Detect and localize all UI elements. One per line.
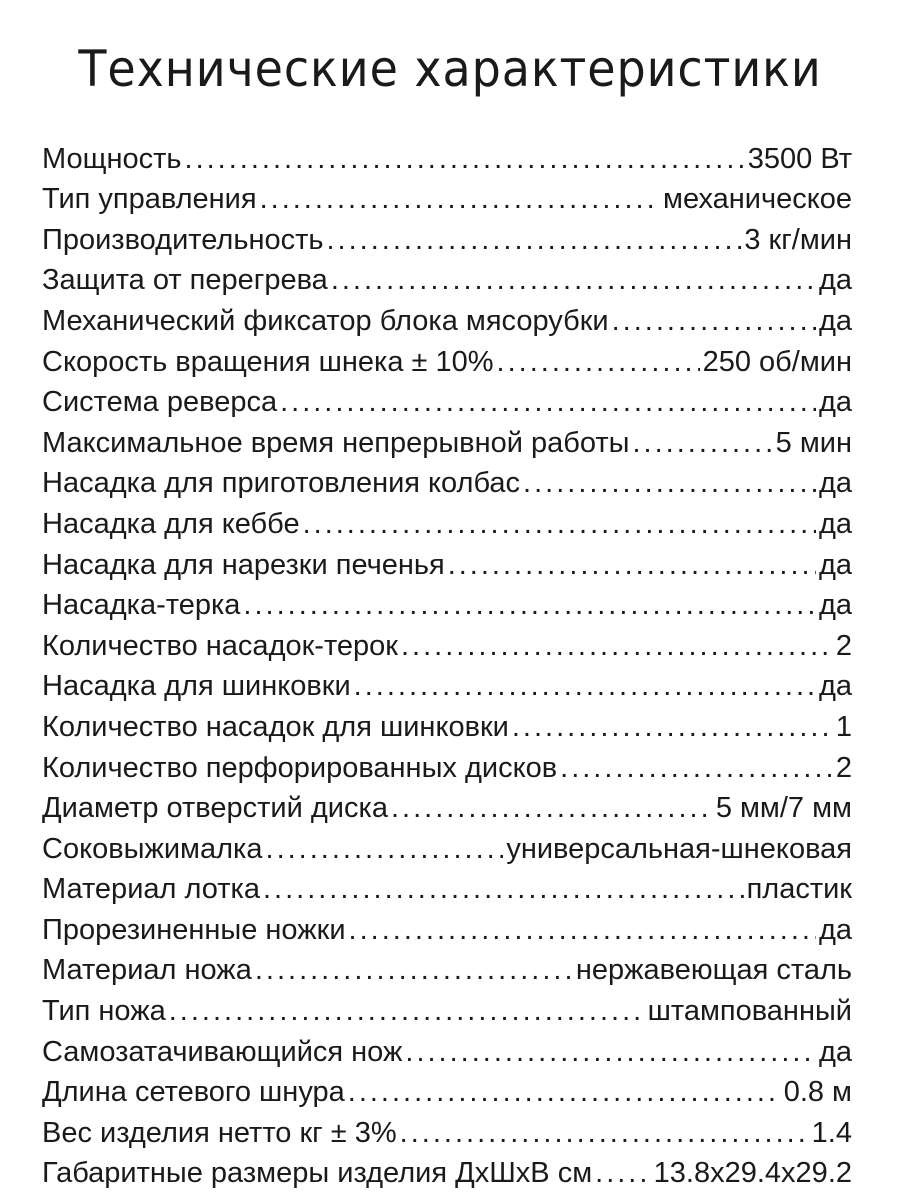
spec-label: Максимальное время непрерывной работы [42,426,630,459]
spec-row [42,704,852,745]
spec-row [42,988,852,1029]
dot-leader [349,912,816,948]
spec-row [42,623,852,664]
dot-leader [401,628,833,664]
spec-row [42,664,852,705]
dot-leader [303,506,816,542]
dot-leader [185,141,745,177]
dot-leader [280,384,816,420]
spec-value: 250 об/мин [702,345,852,378]
spec-row [42,339,852,380]
spec-label: Насадка для нарезки печенья [42,548,445,581]
spec-list [42,136,852,1191]
spec-value: 5 мин [775,426,852,459]
spec-label: Материал ножа [42,954,252,987]
spec-label: Насадка для кеббе [42,507,300,540]
spec-value: да [818,589,852,622]
spec-value: 1 [835,710,852,743]
dot-leader [391,790,713,826]
spec-label: Самозатачивающийся нож [42,1035,403,1068]
dot-leader [243,587,816,623]
dot-leader [400,1115,809,1151]
spec-row [42,461,852,502]
dot-leader [612,303,816,339]
dot-leader [405,1034,816,1070]
dot-leader [632,425,772,461]
spec-label: Защита от перегрева [42,264,328,297]
spec-value: 1.4 [811,1116,852,1149]
spec-label: Количество насадок для шинковки [42,710,509,743]
spec-label: Скорость вращения шнека ± 10% [42,345,494,378]
spec-row [42,826,852,867]
spec-value: да [818,386,852,419]
dot-leader [255,952,573,988]
spec-label: Тип управления [42,183,257,216]
dot-leader [348,1074,781,1110]
dot-leader [260,181,660,217]
spec-label: Вес изделия нетто кг ± 3% [42,1116,397,1149]
spec-value: 3 кг/мин [744,223,852,256]
spec-value: 2 [835,751,852,784]
spec-row [42,867,852,908]
spec-value: 0.8 м [783,1076,852,1109]
spec-row [42,583,852,624]
spec-value: 3500 Вт [747,142,852,175]
spec-label: Материал лотка [42,873,260,906]
spec-label: Длина сетевого шнура [42,1076,345,1109]
spec-value: универсальная-шнековая [506,832,852,865]
spec-value: штампованный [647,995,852,1028]
spec-row [42,136,852,177]
spec-value: 2 [835,629,852,662]
spec-row [42,948,852,989]
dot-leader [354,668,816,704]
spec-row [42,1070,852,1111]
spec-label: Диаметр отверстий диска [42,792,388,825]
spec-value: 13.8х29.4х29.2 [653,1157,852,1190]
spec-label: Количество насадок-терок [42,629,398,662]
spec-value: механическое [663,183,852,216]
spec-row [42,380,852,421]
dot-leader [266,831,504,867]
spec-label: Количество перфорированных дисков [42,751,558,784]
spec-row [42,1110,852,1151]
spec-label: Соковыжималка [42,832,263,865]
spec-row [42,745,852,786]
spec-row [42,501,852,542]
spec-value: да [818,548,852,581]
spec-label: Система реверса [42,386,278,419]
spec-label: Насадка-терка [42,589,241,622]
spec-row [42,298,852,339]
dot-leader [331,262,816,298]
dot-leader [523,465,816,501]
spec-label: Мощность [42,142,182,175]
spec-label: Производительность [42,223,324,256]
spec-value: нержавеющая сталь [575,954,852,987]
spec-label: Насадка для шинковки [42,670,351,703]
spec-row [42,258,852,299]
spec-value: да [818,670,852,703]
spec-label: Насадка для приготовления колбас [42,467,521,500]
spec-label: Механический фиксатор блока мясорубки [42,304,609,337]
spec-value: да [818,1035,852,1068]
spec-label: Габаритные размеры изделия ДхШхВ см [42,1157,593,1190]
spec-row [42,1029,852,1070]
dot-leader [169,993,645,1029]
spec-value: да [818,913,852,946]
spec-row [42,542,852,583]
spec-value: да [818,264,852,297]
page-title: Технические характеристики [78,40,822,98]
dot-leader [560,750,833,786]
dot-leader [595,1155,651,1191]
spec-label: Тип ножа [42,995,166,1028]
spec-value: да [818,467,852,500]
spec-row [42,907,852,948]
dot-leader [512,709,833,745]
dot-leader [263,871,744,907]
dot-leader [448,547,816,583]
spec-value: да [818,304,852,337]
spec-row [42,217,852,258]
dot-leader [497,344,700,380]
spec-row [42,177,852,218]
spec-row [42,786,852,827]
spec-label: Прорезиненные ножки [42,913,346,946]
spec-value: пластик [746,873,852,906]
spec-value: да [818,507,852,540]
dot-leader [326,222,741,258]
spec-value: 5 мм/7 мм [715,792,852,825]
spec-row [42,420,852,461]
spec-row [42,1151,852,1192]
